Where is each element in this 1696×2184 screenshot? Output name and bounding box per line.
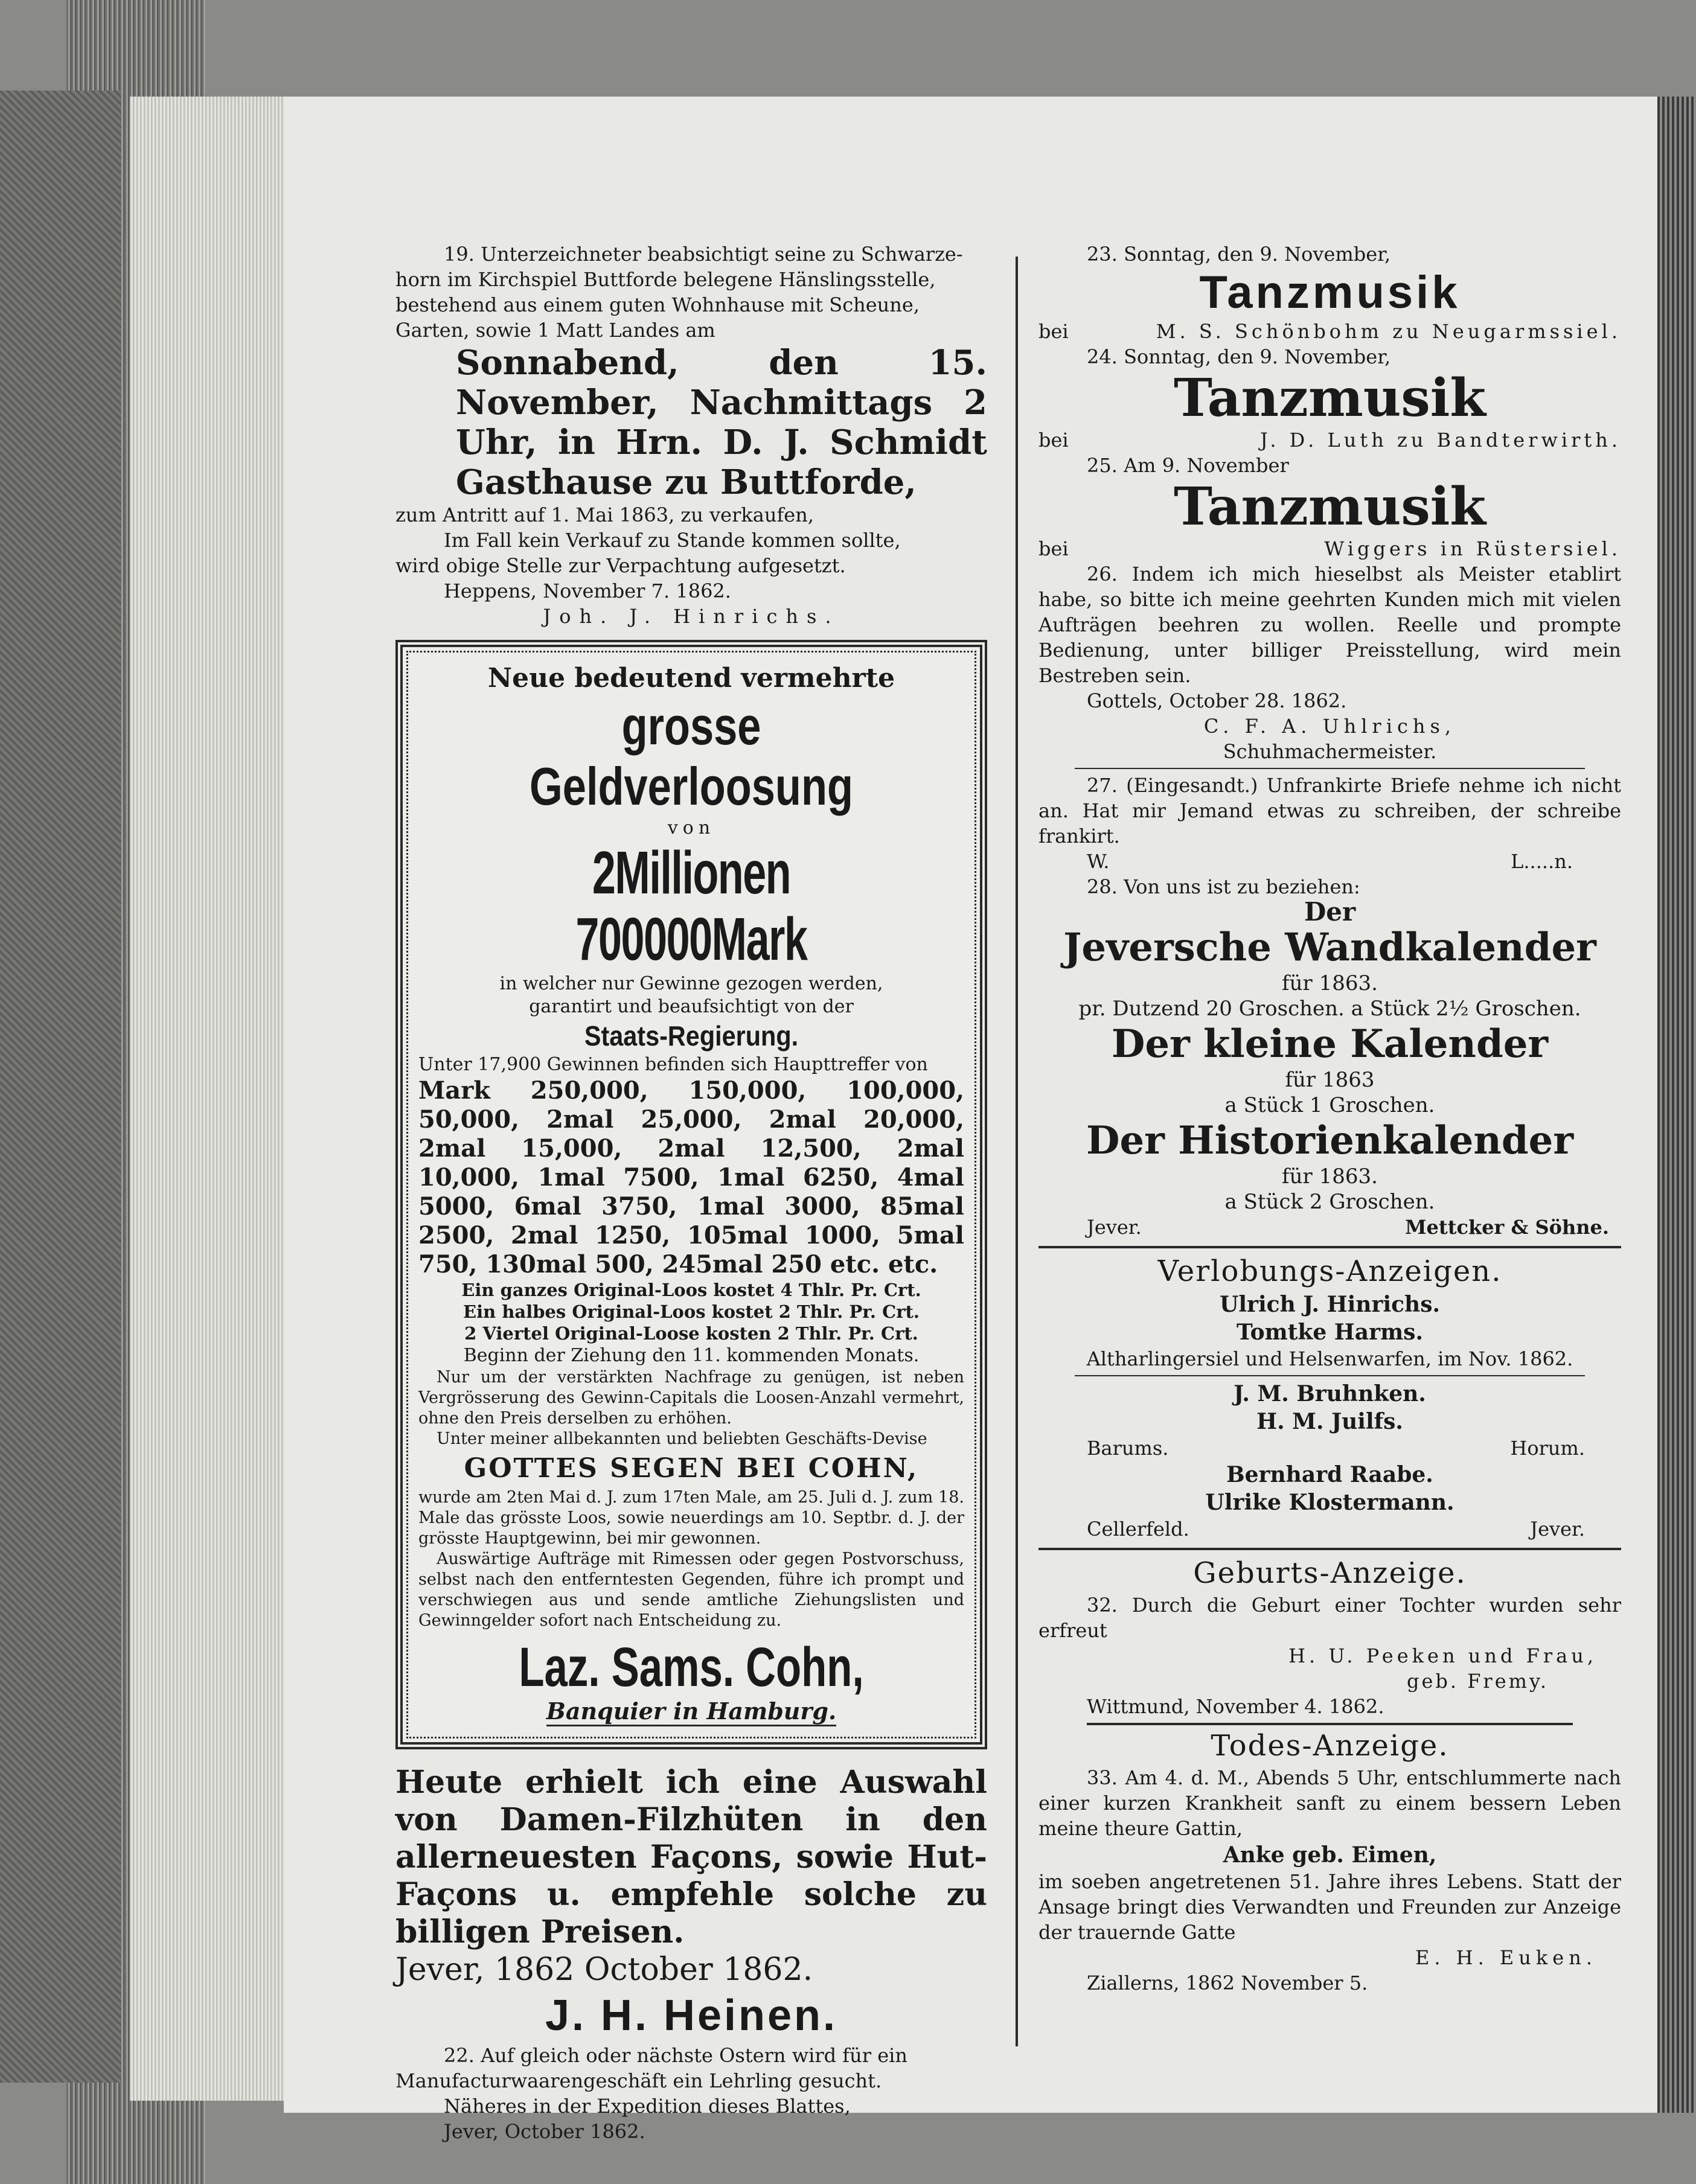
- ad19-line: Garten, sowie 1 Matt Landes am: [395, 319, 715, 342]
- page-edges: [130, 97, 290, 2101]
- cohn-regierung: Staats-Regierung.: [584, 1020, 799, 1052]
- cohn-paragraph: Nur um der verstärkten Nachfrage zu genügen, ist neben Vergrösserung des Gewinn-Capitals die Loosen-Anzahl vermehrt, ohne den Preis derselben zu erhöhen.: [418, 1368, 964, 1428]
- ad28-place: Jever.: [1087, 1216, 1142, 1239]
- ad23-line: 23. Sonntag, den 9. November,: [1087, 243, 1391, 266]
- cohn-title: grosse Geldverloosung: [530, 696, 853, 816]
- ad24-who: J. D. Luth zu Bandterwirth.: [1259, 429, 1621, 452]
- ad-27: [1038, 773, 1621, 874]
- ad28-kalender2: Der kleine Kalender: [1111, 1021, 1549, 1067]
- right-column: [1038, 241, 1621, 1996]
- verlobung-section: [1038, 1254, 1621, 1542]
- ad25-title: Tanzmusik: [1173, 476, 1486, 537]
- heinen-name: J. H. Heinen.: [545, 1991, 838, 2040]
- ad23-bei: bei: [1038, 320, 1069, 343]
- divider: [1075, 1375, 1585, 1376]
- heinen-ad: [395, 1764, 987, 2040]
- cohn-draw-date: Beginn der Ziehung den 11. kommenden Monats.: [463, 1345, 920, 1366]
- ad28-kalender1: Jeversche Wandkalender: [1063, 925, 1596, 970]
- cohn-paragraph: Unter meiner allbekannten und beliebten Geschäfts-Devise: [437, 1429, 927, 1448]
- ad26-date: Gottels, October 28. 1862.: [1087, 689, 1347, 712]
- ad-23: [1038, 241, 1621, 344]
- book-cover-edge: [0, 91, 121, 2083]
- ad28-intro: 28. Von uns ist zu beziehen:: [1087, 875, 1360, 898]
- ad19-signature: Joh. J. Hinrichs.: [543, 605, 840, 628]
- cohn-prizes: Mark 250,000, 150,000, 100,000, 50,000, 2mal 25,000, 2mal 20,000, 2mal 15,000, 2mal 12,500, 2mal 10,000, 1mal 7500, 1mal 6250, 4mal 5000, 6mal 3750, 1mal 3000, 85mal 2500, 2mal 1250, 105mal 1000, 5mal 750, 130mal 500, 245mal 250 etc. etc.: [418, 1076, 964, 1279]
- left-column: [395, 241, 987, 2144]
- heinen-text: Heute erhielt ich eine Auswahl von Damen-Filzhüten in den allerneuesten Façons, sowie Hut-Façons u. empfehle solche zu billigen Preisen.: [395, 1764, 987, 1950]
- geburt-text: 32. Durch die Geburt einer Tochter wurden sehr erfreut: [1038, 1594, 1621, 1642]
- cohn-lottery-ad: [395, 640, 987, 1749]
- ad24-line: 24. Sonntag, den 9. November,: [1087, 345, 1391, 368]
- verlobung-location: Cellerfeld.: [1087, 1518, 1189, 1541]
- ad22-line: Manufacturwaarengeschäft ein Lehrling gesucht.: [395, 2069, 882, 2092]
- verlobung-location: Barums.: [1087, 1437, 1169, 1460]
- heinen-date: Jever, 1862 October 1862.: [395, 1952, 813, 1988]
- verlobung-name: Bernhard Raabe.: [1226, 1462, 1433, 1487]
- cohn-subline: in welcher nur Gewinne gezogen werden,: [499, 973, 883, 994]
- ad26-role: Schuhmachermeister.: [1223, 740, 1437, 763]
- cohn-name: Laz. Sams. Cohn,: [519, 1636, 864, 1698]
- ad19-line: zum Antritt auf 1. Mai 1863, zu verkaufen,: [395, 503, 814, 526]
- cohn-banker: Banquier in Hamburg.: [546, 1697, 836, 1726]
- tod-title: Todes-Anzeige.: [1211, 1729, 1449, 1763]
- ad22-line: Näheres in der Expedition dieses Blattes,: [444, 2095, 851, 2118]
- ad25-bei: bei: [1038, 537, 1069, 560]
- ad19-line: Heppens, November 7. 1862.: [444, 580, 731, 602]
- column-divider: [1016, 257, 1018, 2046]
- ad26-sign: C. F. A. Uhlrichs,: [1203, 715, 1456, 738]
- tod-name: Anke geb. Eimen,: [1223, 1842, 1437, 1868]
- cohn-amount: 2Millionen 700000Mark: [575, 839, 807, 973]
- tod-date: Ziallerns, 1862 November 5.: [1087, 1972, 1368, 1994]
- cohn-price: 2 Viertel Original-Loose kosten 2 Thlr. Pr. Crt.: [464, 1323, 918, 1344]
- geburt-section: [1038, 1556, 1621, 1719]
- ad-22: [395, 2043, 987, 2144]
- section-rule: [1038, 1548, 1621, 1550]
- ad23-who: M. S. Schönbohm zu Neugarmssiel.: [1156, 320, 1621, 343]
- ad-25: [1038, 453, 1621, 561]
- divider: [1075, 768, 1585, 769]
- ad28-fuer2: für 1863: [1285, 1068, 1375, 1092]
- ad-26: [1038, 561, 1621, 764]
- ad22-line: Jever, October 1862.: [444, 2120, 645, 2143]
- ad22-line: 22. Auf gleich oder nächste Ostern wird für ein: [444, 2044, 907, 2067]
- geburt-sign: H. U. Peeken und Frau,: [1288, 1644, 1597, 1667]
- ad28-price1: pr. Dutzend 20 Groschen. a Stück 2½ Groschen.: [1078, 997, 1581, 1021]
- ad-28: [1038, 874, 1621, 1240]
- cohn-von: von: [667, 817, 715, 838]
- verlobung-name: J. M. Bruhnken.: [1234, 1381, 1426, 1407]
- verlobung-location: Jever.: [1530, 1518, 1585, 1541]
- ad28-fuer3: für 1863.: [1282, 1164, 1378, 1189]
- geburt-title: Geburts-Anzeige.: [1193, 1556, 1467, 1590]
- ad24-title: Tanzmusik: [1173, 368, 1486, 429]
- geburt-date: Wittmund, November 4. 1862.: [1087, 1695, 1384, 1718]
- ad26-text: 26. Indem ich mich hieselbst als Meister etablirt habe, so bitte ich meine geehrten Kunden mich mit vielen Aufträgen beehren zu wollen. Reelle und prompte Bedienung, unter billiger Preisstellung, wird mein Bestreben sein.: [1038, 563, 1621, 687]
- ad19-line: 19. Unterzeichneter beabsichtigt seine zu Schwarze-: [444, 243, 963, 266]
- verlobung-location: Altharlingersiel und Helsenwarfen, im Nov. 1862.: [1086, 1347, 1573, 1370]
- cohn-subline: Unter 17,900 Gewinnen befinden sich Haupttreffer von: [418, 1054, 928, 1075]
- ad28-der: Der: [1304, 897, 1356, 927]
- ad19-line: Im Fall kein Verkauf zu Stande kommen sollte,: [444, 529, 901, 552]
- ad-24: [1038, 344, 1621, 453]
- cohn-subline: garantirt und beaufsichtigt von der: [529, 996, 854, 1017]
- verlobung-name: Ulrich J. Hinrichs.: [1219, 1292, 1441, 1317]
- ad27-l: L.....n.: [1511, 850, 1573, 873]
- cohn-price: Ein ganzes Original-Loos kostet 4 Thlr. Pr. Crt.: [461, 1280, 921, 1300]
- ad28-kalender3: Der Historienkalender: [1086, 1118, 1574, 1163]
- ad-19: [395, 241, 987, 629]
- section-rule: [1087, 1723, 1573, 1725]
- ad28-fuer1: für 1863.: [1282, 971, 1378, 995]
- ad19-line: horn im Kirchspiel Buttforde belegene Hänslingsstelle,: [395, 268, 936, 291]
- ad19-date-place: Sonnabend, den 15. November, Nachmittags 2 Uhr, in Hrn. D. J. Schmidt Gasthause zu Buttforde,: [456, 343, 987, 502]
- tod-text: im soeben angetretenen 51. Jahre ihres Lebens. Statt der Ansage bringt dies Verwandten und Freunden zur Anzeige der trauernde Gatte: [1038, 1870, 1621, 1944]
- cohn-headline: Neue bedeutend vermehrte: [487, 663, 895, 694]
- verlobung-location: Horum.: [1510, 1437, 1585, 1460]
- cohn-paragraph: wurde am 2ten Mai d. J. zum 17ten Male, am 25. Juli d. J. zum 18. Male das grösste Loos, sowie neuerdings am 10. Septbr. d. J. der grösste Hauptgewinn, bei mir gewonnen.: [418, 1488, 964, 1548]
- ad28-price2: a Stück 1 Groschen.: [1224, 1093, 1435, 1117]
- ad24-bei: bei: [1038, 429, 1069, 452]
- cohn-motto: GOTTES SEGEN BEI COHN,: [464, 1453, 919, 1484]
- section-rule: [1038, 1246, 1621, 1248]
- verlobung-name: H. M. Juilfs.: [1256, 1409, 1403, 1434]
- ad25-line: 25. Am 9. November: [1087, 454, 1289, 477]
- verlobung-name: Tomtke Harms.: [1237, 1320, 1423, 1345]
- cohn-paragraph: Auswärtige Aufträge mit Rimessen oder gegen Postvorschuss, selbst nach den entferntesten Gegenden, führe ich prompt und verschwiegen aus und sende amtliche Ziehungslisten und Gewinngelder sofort nach Entscheidung zu.: [418, 1550, 964, 1630]
- ad28-firm: Mettcker & Söhne.: [1405, 1216, 1609, 1239]
- tod-section: [1038, 1729, 1621, 1996]
- ad25-who: Wiggers in Rüstersiel.: [1324, 537, 1621, 560]
- tod-text: 33. Am 4. d. M., Abends 5 Uhr, entschlummerte nach einer kurzen Krankheit sanft zu einem bessern Leben meine theure Gattin,: [1038, 1766, 1621, 1840]
- ad27-w: W.: [1087, 850, 1110, 873]
- tod-sign: E. H. Euken.: [1415, 1946, 1597, 1969]
- ad28-price3: a Stück 2 Groschen.: [1224, 1190, 1435, 1214]
- ad27-text: 27. (Eingesandt.) Unfrankirte Briefe nehme ich nicht an. Hat mir Jemand etwas zu schreiben, der schreibe frankirt.: [1038, 774, 1621, 848]
- verlobung-title: Verlobungs-Anzeigen.: [1157, 1254, 1502, 1288]
- ad19-line: bestehend aus einem guten Wohnhause mit Scheune,: [395, 293, 920, 316]
- verlobung-name: Ulrike Klostermann.: [1205, 1490, 1454, 1515]
- geburt-nee: geb. Fremy.: [1406, 1670, 1549, 1693]
- ad23-title: Tanzmusik: [1199, 267, 1461, 318]
- cohn-price: Ein halbes Original-Loos kostet 2 Thlr. Pr. Crt.: [463, 1301, 920, 1322]
- ad19-line: wird obige Stelle zur Verpachtung aufgesetzt.: [395, 554, 846, 577]
- right-page-edge: [1657, 97, 1696, 2113]
